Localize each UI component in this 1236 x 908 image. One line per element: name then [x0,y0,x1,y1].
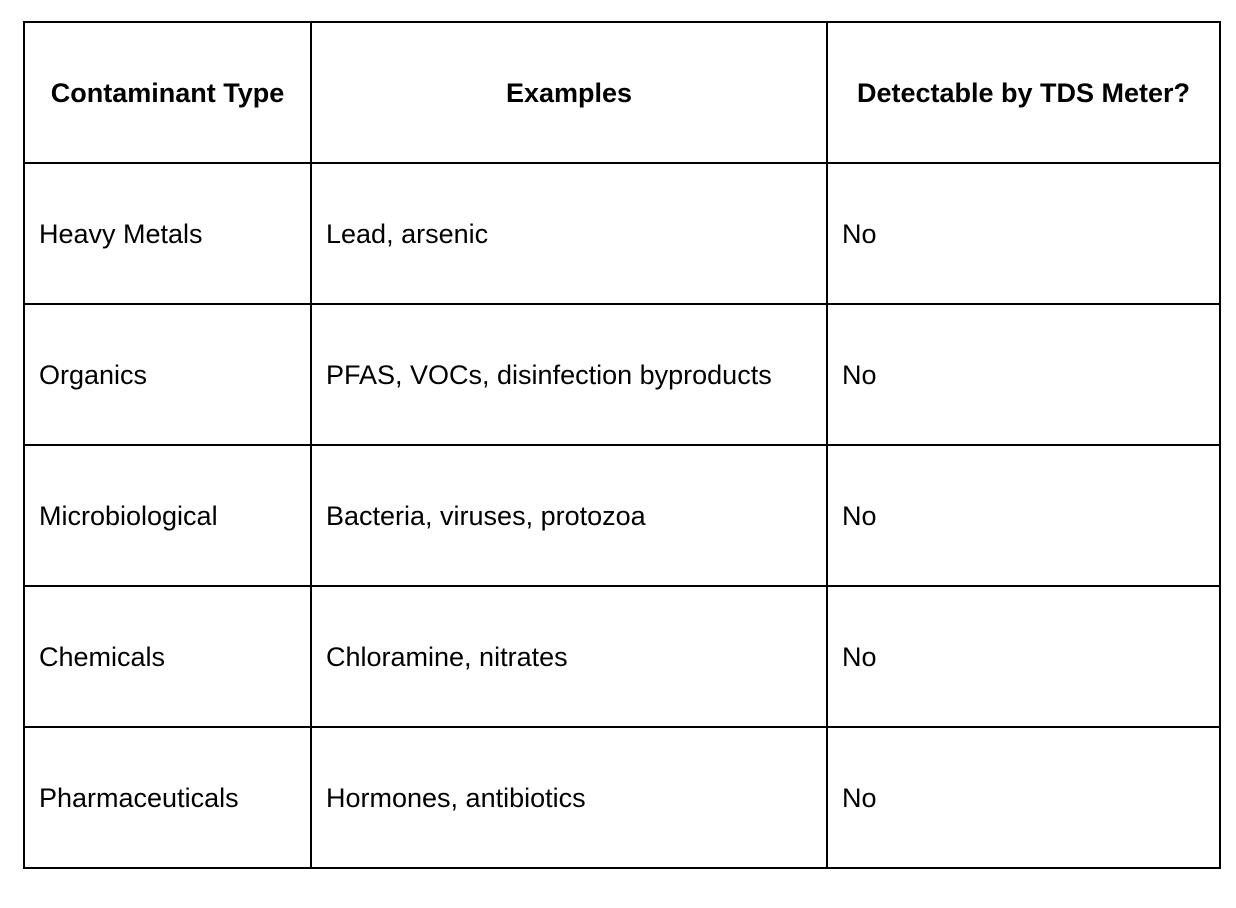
cell-detectable: No [827,727,1220,868]
cell-examples: Bacteria, viruses, protozoa [311,445,827,586]
cell-examples: Hormones, antibiotics [311,727,827,868]
cell-examples: PFAS, VOCs, disinfection byproducts [311,304,827,445]
cell-detectable: No [827,163,1220,304]
table-row [24,304,1220,445]
cell-contaminant-type: Chemicals [24,586,311,727]
cell-contaminant-type: Heavy Metals [24,163,311,304]
cell-contaminant-type: Pharmaceuticals [24,727,311,868]
table-row [24,163,1220,304]
header-examples: Examples [311,22,827,163]
contaminant-table [23,21,1221,869]
header-contaminant-type: Contaminant Type [24,22,311,163]
cell-examples: Lead, arsenic [311,163,827,304]
table-row [24,727,1220,868]
table-header-row [24,22,1220,163]
cell-contaminant-type: Microbiological [24,445,311,586]
table-row [24,445,1220,586]
cell-contaminant-type: Organics [24,304,311,445]
cell-detectable: No [827,445,1220,586]
cell-detectable: No [827,586,1220,727]
cell-examples: Chloramine, nitrates [311,586,827,727]
cell-detectable: No [827,304,1220,445]
table-row [24,586,1220,727]
header-detectable: Detectable by TDS Meter? [827,22,1220,163]
